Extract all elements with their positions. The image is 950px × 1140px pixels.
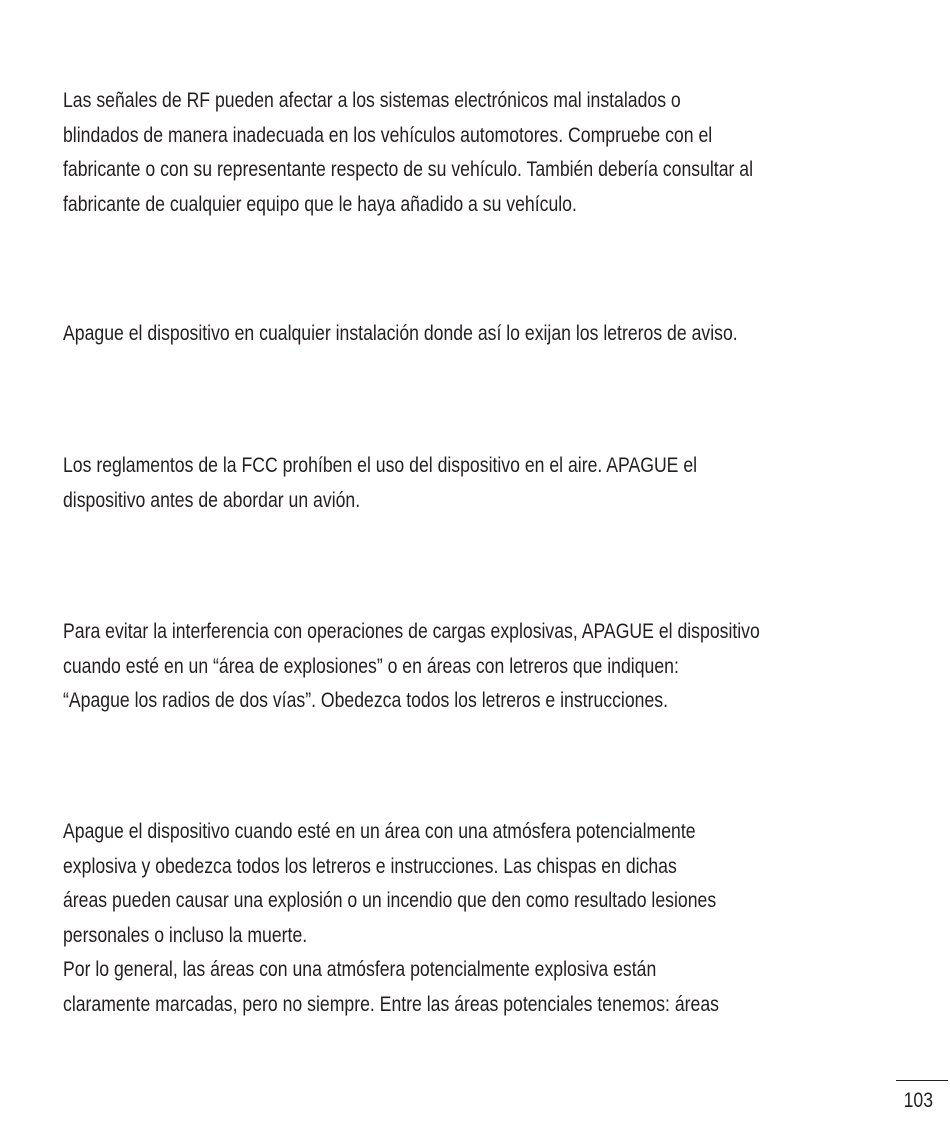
text-line: fabricante de cualquier equipo que le haya añadido a su vehículo. xyxy=(63,192,577,216)
text-line: blindados de manera inadecuada en los vehículos automotores. Compruebe con el xyxy=(63,123,713,147)
page-number-rule xyxy=(896,1080,948,1081)
paragraph-blasting-areas xyxy=(63,615,785,719)
paragraph-vehicles xyxy=(63,84,785,222)
text-line: Apague el dispositivo en cualquier instalación donde así lo exijan los letreros de aviso. xyxy=(63,322,738,345)
text-line: claramente marcadas, pero no siempre. Entre las áreas potenciales tenemos: áreas xyxy=(63,992,719,1016)
paragraph-aircraft xyxy=(63,449,785,518)
text-line: cuando esté en un “área de explosiones” o en áreas con letreros que indiquen: xyxy=(63,654,679,678)
page-number: 103 xyxy=(903,1089,933,1112)
text-line: explosiva y obedezca todos los letreros e instrucciones. Las chispas en dichas xyxy=(63,854,677,878)
text-line: Apague el dispositivo cuando esté en un área con una atmósfera potencialmente xyxy=(63,820,696,843)
text-line: Por lo general, las áreas con una atmósfera potencialmente explosiva están xyxy=(63,958,657,982)
text-line: personales o incluso la muerte. xyxy=(63,923,308,947)
text-line: fabricante o con su representante respecto de su vehículo. También debería consultar al xyxy=(63,158,754,182)
text-line: Las señales de RF pueden afectar a los sistemas electrónicos mal instalados o xyxy=(63,89,681,112)
text-line: dispositivo antes de abordar un avión. xyxy=(63,488,361,512)
paragraph-explosive-atmospheres xyxy=(63,815,785,1023)
text-line: Los reglamentos de la FCC prohíben el uso del dispositivo en el aire. APAGUE el xyxy=(63,454,698,477)
text-line: áreas pueden causar una explosión o un incendio que den como resultado lesiones xyxy=(63,889,717,913)
text-line: Para evitar la interferencia con operaciones de cargas explosivas, APAGUE el dispositivo xyxy=(63,620,760,643)
paragraph-posted-facilities xyxy=(63,317,785,352)
text-line: “Apague los radios de dos vías”. Obedezca todos los letreros e instrucciones. xyxy=(63,689,668,713)
